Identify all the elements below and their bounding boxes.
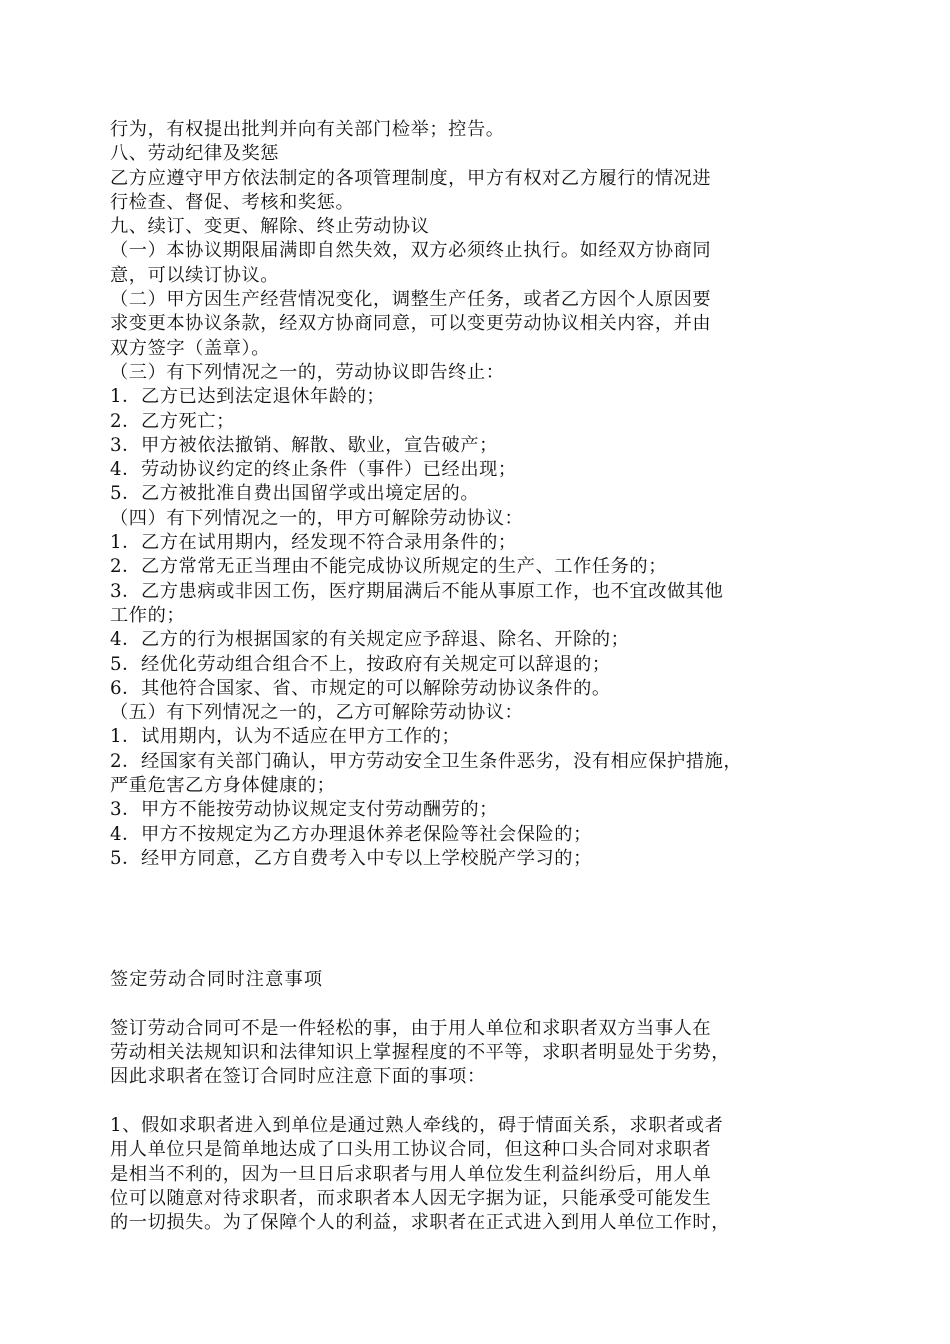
text-line: 因此求职者在签订合同时应注意下面的事项： — [110, 1066, 486, 1088]
text-line: 5．经优化劳动组合组合不上，按政府有关规定可以辞退的； — [110, 653, 611, 675]
text-line: 的一切损失。为了保障个人的利益，求职者在正式进入到用人单位工作时， — [110, 1212, 730, 1234]
section-gap — [110, 871, 855, 968]
text-line: 3．甲方不能按劳动协议规定支付劳动酬劳的； — [110, 799, 498, 821]
text-line: 位可以随意对待求职者，而求职者本人因无字据为证，只能承受可能发生 — [110, 1187, 712, 1209]
text-line: 用人单位只是简单地达成了口头用工协议合同，但这种口头合同对求职者 — [110, 1139, 712, 1161]
text-line: 1．乙方已达到法定退休年龄的； — [110, 386, 386, 408]
text-line: 工作的； — [110, 604, 186, 626]
text-line: 行为，有权提出批判并向有关部门检举；控告。 — [110, 119, 505, 140]
text-line: 4．劳动协议约定的终止条件（事件）已经出现； — [110, 459, 517, 481]
section-contract-clauses — [110, 118, 855, 871]
text-line: 2．经国家有关部门确认，甲方劳动安全卫生条件恶劣，没有相应保护措施， — [110, 750, 743, 772]
text-line: （五）有下列情况之一的，乙方可解除劳动协议： — [110, 702, 524, 724]
text-line: （三）有下列情况之一的，劳动协议即告终止： — [110, 361, 505, 383]
text-line: 5．乙方被批准自费出国留学或出境定居的。 — [110, 483, 480, 505]
document-page — [110, 118, 855, 1235]
text-line: 乙方应遵守甲方依法制定的各项管理制度，甲方有权对乙方履行的情况进 — [110, 167, 712, 189]
text-line: 八、劳动纪律及奖惩 — [110, 143, 280, 165]
text-line: （一）本协议期限届满即自然失效，双方必须终止执行。如经双方协商同 — [110, 240, 712, 262]
text-line: 6．其他符合国家、省、市规定的可以解除劳动协议条件的。 — [110, 677, 611, 699]
paragraph-gap — [110, 1090, 855, 1114]
text-line: 5．经甲方同意，乙方自费考入中专以上学校脱产学习的； — [110, 847, 592, 869]
text-line: 4．甲方不按规定为乙方办理退休养老保险等社会保险的； — [110, 823, 592, 845]
text-line: 签订劳动合同可不是一件轻松的事，由于用人单位和求职者双方当事人在 — [110, 1017, 712, 1039]
text-line: 2．乙方常常无正当理由不能完成协议所规定的生产、工作任务的； — [110, 556, 668, 578]
text-line: 1．乙方在试用期内，经发现不符合录用条件的； — [110, 532, 517, 554]
section-heading: 签定劳动合同时注意事项 — [110, 969, 324, 991]
text-line: 求变更本协议条款，经双方协商同意，可以变更劳动协议相关内容，并由 — [110, 313, 712, 335]
text-line: （二）甲方因生产经营情况变化，调整生产任务，或者乙方因个人原因要 — [110, 289, 712, 311]
text-line: （四）有下列情况之一的，甲方可解除劳动协议： — [110, 507, 524, 529]
paragraph-intro — [110, 1017, 855, 1090]
text-line: 1、假如求职者进入到单位是通过熟人牵线的，碍于情面关系，求职者或者 — [110, 1114, 724, 1136]
text-line: 3．乙方患病或非因工伤，医疗期届满后不能从事原工作，也不宜改做其他 — [110, 580, 724, 602]
paragraph-item-1 — [110, 1114, 855, 1235]
text-line: 行检查、督促、考核和奖惩。 — [110, 191, 355, 213]
text-line: 是相当不利的，因为一旦日后求职者与用人单位发生利益纠纷后，用人单 — [110, 1163, 712, 1185]
text-line: 2．乙方死亡； — [110, 410, 235, 432]
text-line: 严重危害乙方身体健康的； — [110, 775, 336, 797]
text-line: 4．乙方的行为根据国家的有关规定应予辞退、除名、开除的； — [110, 629, 630, 651]
paragraph-gap — [110, 993, 855, 1017]
text-line: 3．甲方被依法撤销、解散、歇业，宣告破产； — [110, 434, 498, 456]
text-line: 意，可以续订协议。 — [110, 264, 280, 286]
text-line: 九、续订、变更、解除、终止劳动协议 — [110, 216, 430, 238]
text-line: 1．试用期内，认为不适应在甲方工作的； — [110, 726, 461, 748]
text-line: 劳动相关法规知识和法律知识上掌握程度的不平等，求职者明显处于劣势， — [110, 1042, 730, 1064]
text-line: 双方签字（盖章）。 — [110, 337, 270, 359]
